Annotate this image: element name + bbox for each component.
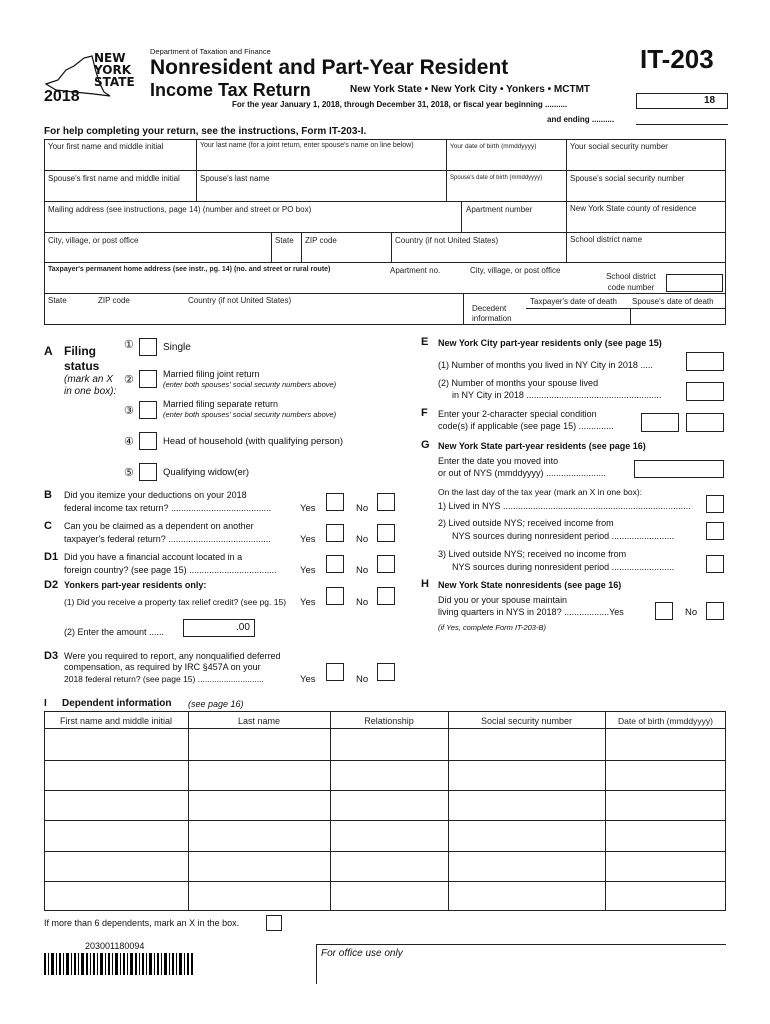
office-use-label: For office use only xyxy=(321,948,403,959)
q-d3-line3: 2018 federal return? (see page 15) ............................ xyxy=(64,674,264,684)
q-g-letter: G xyxy=(421,439,430,451)
q-d1-line1: Did you have a financial account located in a xyxy=(64,552,243,562)
q-d1-line2: foreign country? (see page 15) ................................... xyxy=(64,565,277,575)
state-label[interactable]: State xyxy=(275,236,294,245)
help-line: For help completing your return, see the instructions, Form IT-203-I. xyxy=(44,126,367,137)
period-line: For the year January 1, 2018, through December 31, 2018, or fiscal year beginning .......... xyxy=(232,100,568,109)
q-h-no: No xyxy=(685,607,698,618)
q-d1-yes-checkbox[interactable] xyxy=(326,555,344,573)
zip2-label[interactable]: ZIP code xyxy=(98,296,130,305)
spouse-dob-label[interactable]: Spouse's date of birth (mmddyyyy) xyxy=(450,175,543,181)
single-checkbox[interactable] xyxy=(139,338,157,356)
school-code-label: School district code number xyxy=(606,272,656,292)
q-b-no: No xyxy=(356,503,369,514)
q-f-line2: code(s) if applicable (see page 15) .............. xyxy=(438,421,614,431)
q-f-field-1[interactable] xyxy=(641,413,679,432)
permanent-home-label[interactable]: Taxpayer's permanent home address (see instr., pg. 14) (no. and street or rural route) xyxy=(48,266,331,273)
q-g-opt2-line2: NYS sources during nonresident period ......................... xyxy=(452,531,675,541)
q-g-opt1: 1) Lived in NYS ........................................................................... xyxy=(438,501,691,511)
q-h-yes-checkbox[interactable] xyxy=(655,602,673,620)
separate-label: Married filing separate return xyxy=(163,399,279,409)
q-f-line1: Enter your 2-character special condition xyxy=(438,409,597,419)
head-of-household-label: Head of household (with qualifying person) xyxy=(163,436,344,447)
q-e-title: New York City part-year residents only (see page 15) xyxy=(438,338,662,348)
q-b-line2: federal income tax return? ........................................ xyxy=(64,503,272,513)
country2-label[interactable]: Country (if not United States) xyxy=(188,296,292,305)
q-g-opt3-line1: 3) Lived outside NYS; received no income from xyxy=(438,549,627,559)
q-d3-yes-checkbox[interactable] xyxy=(326,663,344,681)
jurisdictions: New York State • New York City • Yonkers • MCTMT xyxy=(350,84,591,95)
q-b-line1: Did you itemize your deductions on your 2018 xyxy=(64,490,247,500)
q-c-yes: Yes xyxy=(300,534,316,545)
q-h-no-checkbox[interactable] xyxy=(706,602,724,620)
form-id: IT-203 xyxy=(640,44,714,74)
q-h-line2: living quarters in NYS in 2018? ..................Yes xyxy=(438,607,624,617)
separate-checkbox[interactable] xyxy=(139,401,157,419)
joint-checkbox[interactable] xyxy=(139,370,157,388)
joint-label: Married filing joint return xyxy=(163,369,260,379)
q-f-field-2[interactable] xyxy=(686,413,724,432)
county-label[interactable]: New York State county of residence xyxy=(570,204,697,213)
dependents-letter: I xyxy=(44,698,47,709)
q-g-date-field[interactable] xyxy=(634,460,724,478)
form-title: Nonresident and Part-Year Resident xyxy=(150,56,509,79)
barcode-number: 203001180094 xyxy=(85,941,145,951)
separate-sub: (enter both spouses' social security numbers above) xyxy=(163,410,337,419)
mailing-address-label[interactable]: Mailing address (see instructions, page 14) (number and street or PO box) xyxy=(48,205,312,214)
col-last-name: Last name xyxy=(237,716,281,726)
q-c-yes-checkbox[interactable] xyxy=(326,524,344,542)
q-b-yes: Yes xyxy=(300,503,316,514)
filing-num-4: ④ xyxy=(124,436,134,448)
more-dependents-label: If more than 6 dependents, mark an X in the box. xyxy=(44,918,240,928)
country-label[interactable]: Country (if not United States) xyxy=(395,236,499,245)
form-subtitle: Income Tax Return xyxy=(150,80,311,100)
col-dob: Date of birth (mmddyyyy) xyxy=(618,716,713,726)
q-d3-line2: compensation, as required by IRC §457A on your xyxy=(64,662,261,672)
q-d3-no: No xyxy=(356,674,369,685)
q-e-letter: E xyxy=(421,336,429,348)
tax-year: 2018 xyxy=(44,88,80,105)
q-d2-line1: (1) Did you receive a property tax relief credit? (see pg. 15) xyxy=(64,597,287,607)
single-label: Single xyxy=(163,342,191,353)
logo-text: NEW YORK STATE xyxy=(94,51,135,89)
q-d2-letter: D2 xyxy=(44,579,59,591)
filing-num-5: ⑤ xyxy=(124,467,134,479)
q-c-no: No xyxy=(356,534,369,545)
apt-no-label[interactable]: Apartment no. xyxy=(390,266,441,275)
q-b-yes-checkbox[interactable] xyxy=(326,493,344,511)
q-d3-no-checkbox[interactable] xyxy=(377,663,395,681)
q-g-opt2-checkbox[interactable] xyxy=(706,522,724,540)
q-g-title: New York State part-year residents (see page 16) xyxy=(438,441,646,451)
filing-title: Filing status xyxy=(64,344,100,373)
filing-note: (mark an X in one box): xyxy=(64,374,117,397)
filing-num-1: ① xyxy=(124,339,134,351)
q-g-line2: or out of NYS (mmddyyyy) ........................ xyxy=(438,468,607,478)
q-e1-field[interactable] xyxy=(686,352,724,371)
q-g-opt1-checkbox[interactable] xyxy=(706,495,724,513)
more-dependents-checkbox[interactable] xyxy=(266,915,282,931)
q-d3-line1: Were you required to report, any nonqualified deferred xyxy=(64,651,281,661)
q-f-letter: F xyxy=(421,407,428,419)
q-d2-no-checkbox[interactable] xyxy=(377,587,395,605)
dob-label[interactable]: Your date of birth (mmddyyyy) xyxy=(450,143,537,150)
q-d1-no-checkbox[interactable] xyxy=(377,555,395,573)
city-label[interactable]: City, village, or post office xyxy=(48,236,139,245)
apartment-label[interactable]: Apartment number xyxy=(466,205,533,214)
head-of-household-checkbox[interactable] xyxy=(139,432,157,450)
q-b-no-checkbox[interactable] xyxy=(377,493,395,511)
widow-label: Qualifying widow(er) xyxy=(163,467,250,478)
joint-sub: (enter both spouses' social security numbers above) xyxy=(163,380,337,389)
dependents-title: Dependent information xyxy=(62,698,172,709)
year-box-value: 18 xyxy=(704,95,716,106)
spouse-death-label[interactable]: Spouse's date of death xyxy=(632,297,714,306)
q-d2-amount-label: (2) Enter the amount ...... xyxy=(64,627,165,637)
decedent-label: Decedent information xyxy=(472,304,512,323)
q-d2-yes: Yes xyxy=(300,597,316,608)
q-d2-amount-value: .00 xyxy=(236,622,250,633)
q-e2-line1: (2) Number of months your spouse lived xyxy=(438,378,599,388)
school-district-label[interactable]: School district name xyxy=(570,235,643,244)
q-e1-label: (1) Number of months you lived in NY City in 2018 ..... xyxy=(438,360,653,370)
q-g-opt2-line1: 2) Lived outside NYS; received income from xyxy=(438,518,614,528)
q-c-no-checkbox[interactable] xyxy=(377,524,395,542)
q-g-opt3-checkbox[interactable] xyxy=(706,555,724,573)
q-e2-line2: in NY City in 2018 ...................................................... xyxy=(452,390,662,400)
state2-label[interactable]: State xyxy=(48,296,67,305)
q-c-line2: taxpayer's federal return? ......................................... xyxy=(64,534,271,544)
dependents-see: (see page 16) xyxy=(188,699,244,709)
q-g-line1: Enter the date you moved into xyxy=(438,456,559,466)
spouse-ssn-label[interactable]: Spouse's social security number xyxy=(570,174,685,183)
q-h-title: New York State nonresidents (see page 16) xyxy=(438,580,622,590)
filing-letter: A xyxy=(44,344,53,358)
q-d2-title: Yonkers part-year residents only: xyxy=(64,580,207,590)
spouse-first-name-label[interactable]: Spouse's first name and middle initial xyxy=(48,174,180,183)
q-c-line1: Can you be claimed as a dependent on another xyxy=(64,521,254,531)
q-d2-yes-checkbox[interactable] xyxy=(326,587,344,605)
first-name-label[interactable]: Your first name and middle initial xyxy=(48,142,164,151)
q-b-letter: B xyxy=(44,489,52,501)
q-d3-yes: Yes xyxy=(300,674,316,685)
q-c-letter: C xyxy=(44,520,52,532)
q-h-note: (if Yes, complete Form IT-203-B) xyxy=(438,623,546,632)
q-g-opt3-line2: NYS sources during nonresident period ......................... xyxy=(452,562,675,572)
col-first-name: First name and middle initial xyxy=(59,716,173,726)
col-ssn: Social security number xyxy=(480,716,573,726)
city2-label[interactable]: City, village, or post office xyxy=(470,266,561,275)
school-code-box[interactable] xyxy=(666,274,723,292)
and-ending: and ending .......... xyxy=(547,115,615,124)
department: Department of Taxation and Finance xyxy=(150,47,271,56)
q-d1-letter: D1 xyxy=(44,551,59,563)
q-e2-field[interactable] xyxy=(686,382,724,401)
q-d1-no: No xyxy=(356,565,369,576)
q-d3-letter: D3 xyxy=(44,650,59,662)
last-name-label[interactable]: Your last name (for a joint return, enter spouse's name on line below) xyxy=(200,142,414,149)
zip-label[interactable]: ZIP code xyxy=(305,236,337,245)
q-d2-no: No xyxy=(356,597,369,608)
filing-num-3: ③ xyxy=(124,405,134,417)
widow-checkbox[interactable] xyxy=(139,463,157,481)
q-h-line1: Did you or your spouse maintain xyxy=(438,595,568,605)
ssn-label[interactable]: Your social security number xyxy=(570,142,668,151)
col-relationship: Relationship xyxy=(364,716,414,726)
q-d1-yes: Yes xyxy=(300,565,316,576)
barcode xyxy=(44,953,194,975)
q-g-instruction: On the last day of the tax year (mark an X in one box): xyxy=(438,487,643,497)
ending-line xyxy=(636,124,728,125)
q-h-letter: H xyxy=(421,578,429,590)
filing-num-2: ② xyxy=(124,374,134,386)
taxpayer-death-label[interactable]: Taxpayer's date of death xyxy=(530,297,617,306)
spouse-last-name-label[interactable]: Spouse's last name xyxy=(200,174,270,183)
